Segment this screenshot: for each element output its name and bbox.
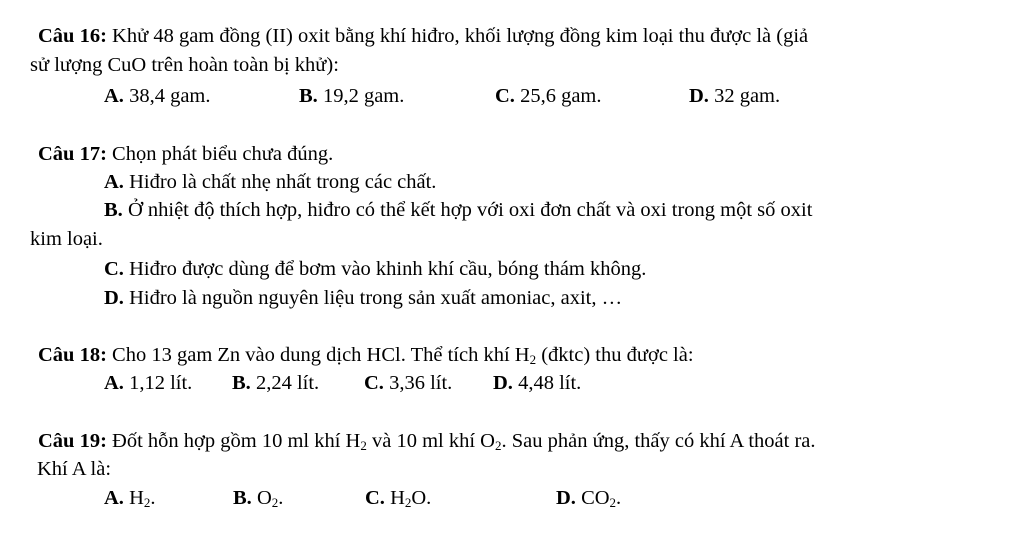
- option-letter: A.: [104, 171, 124, 193]
- option-letter: C.: [495, 85, 515, 107]
- option-text: Ở nhiệt độ thích hợp, hiđro có thể kết hợp với oxi đơn chất và oxi trong một số oxit: [122, 199, 813, 221]
- q16-option-d[interactable]: [689, 84, 780, 108]
- option-text: Hiđro là chất nhẹ nhất trong các chất.: [123, 171, 437, 193]
- question-19-line-2: [37, 457, 111, 481]
- question-19-text-a: Đốt hỗn hợp gồm 10 ml khí H: [106, 430, 361, 452]
- subscript: 2: [404, 495, 412, 510]
- question-17-line-1: [38, 142, 333, 166]
- question-18-line-1: [38, 343, 694, 367]
- q19-option-a[interactable]: [104, 486, 156, 510]
- option-text: O: [251, 487, 272, 509]
- option-letter: D.: [104, 287, 124, 309]
- question-17-text: Chọn phát biểu chưa đúng.: [106, 143, 334, 165]
- q17-option-d[interactable]: [104, 286, 622, 310]
- q17-option-a[interactable]: [104, 170, 436, 194]
- option-letter: B.: [232, 372, 251, 394]
- subscript: 2: [494, 438, 502, 453]
- option-text-post: .: [150, 487, 156, 509]
- q18-option-d[interactable]: [493, 371, 581, 395]
- q16-option-c[interactable]: [495, 84, 601, 108]
- option-text: 25,6 gam.: [514, 85, 602, 107]
- option-letter: B.: [299, 85, 318, 107]
- option-text: 38,4 gam.: [123, 85, 211, 107]
- option-text: 2,24 lít.: [250, 372, 320, 394]
- question-19-label: Câu 19:: [38, 430, 107, 452]
- option-text: Hiđro được dùng để bơm vào khinh khí cầu, bóng thám không.: [123, 258, 647, 280]
- option-text: H: [123, 487, 144, 509]
- option-text-cont: kim loại.: [30, 228, 103, 250]
- option-letter: D.: [689, 85, 709, 107]
- option-letter: C.: [104, 258, 124, 280]
- option-letter: D.: [493, 372, 513, 394]
- option-text-post: .: [278, 487, 284, 509]
- option-text: Hiđro là nguồn nguyên liệu trong sản xuất amoniac, axit, …: [123, 287, 623, 309]
- option-letter: B.: [233, 487, 252, 509]
- option-letter: C.: [364, 372, 384, 394]
- option-text: CO: [575, 487, 610, 509]
- q18-option-b[interactable]: [232, 371, 319, 395]
- q17-option-b-cont: [30, 227, 103, 251]
- question-16-line-2: [30, 53, 339, 77]
- question-16-text-cont: sử lượng CuO trên hoàn toàn bị khử):: [30, 54, 339, 76]
- option-text-post: .: [616, 487, 622, 509]
- question-19-text-b: và 10 ml khí O: [366, 430, 495, 452]
- question-18-text: Cho 13 gam Zn vào dung dịch HCl. Thể tích khí H: [106, 344, 530, 366]
- option-letter: B.: [104, 199, 123, 221]
- question-16-text: Khử 48 gam đồng (II) oxit bằng khí hiđro, khối lượng đồng kim loại thu được là (giả: [106, 25, 809, 47]
- question-17-label: Câu 17:: [38, 143, 107, 165]
- option-text: 4,48 lít.: [512, 372, 582, 394]
- subscript: 2: [360, 438, 367, 453]
- question-18-text-b: (đktc) thu được là:: [536, 344, 694, 366]
- question-16-line-1: [38, 24, 808, 48]
- option-text: H: [384, 487, 405, 509]
- q18-option-c[interactable]: [364, 371, 452, 395]
- q19-option-d[interactable]: [556, 486, 621, 510]
- option-letter: C.: [365, 487, 385, 509]
- option-letter: A.: [104, 85, 124, 107]
- option-text: 1,12 lít.: [123, 372, 193, 394]
- option-text-post: O.: [411, 487, 432, 509]
- subscript: 2: [143, 495, 151, 510]
- option-letter: A.: [104, 372, 124, 394]
- option-text: 19,2 gam.: [317, 85, 405, 107]
- subscript: 2: [529, 352, 537, 367]
- option-letter: A.: [104, 487, 124, 509]
- q16-option-a[interactable]: [104, 84, 210, 108]
- question-19-text-c: . Sau phản ứng, thấy có khí A thoát ra.: [501, 430, 816, 452]
- question-19-text-cont: Khí A là:: [37, 458, 112, 480]
- question-16-label: Câu 16:: [38, 25, 107, 47]
- option-text: 32 gam.: [708, 85, 781, 107]
- question-18-label: Câu 18:: [38, 344, 107, 366]
- subscript: 2: [271, 495, 279, 510]
- q16-option-b[interactable]: [299, 84, 404, 108]
- subscript: 2: [609, 495, 617, 510]
- question-19-line-1: [38, 429, 816, 453]
- q18-option-a[interactable]: [104, 371, 192, 395]
- q19-option-c[interactable]: [365, 486, 431, 510]
- option-letter: D.: [556, 487, 576, 509]
- q17-option-c[interactable]: [104, 257, 646, 281]
- q19-option-b[interactable]: [233, 486, 283, 510]
- q17-option-b[interactable]: [104, 198, 812, 222]
- option-text: 3,36 lít.: [383, 372, 453, 394]
